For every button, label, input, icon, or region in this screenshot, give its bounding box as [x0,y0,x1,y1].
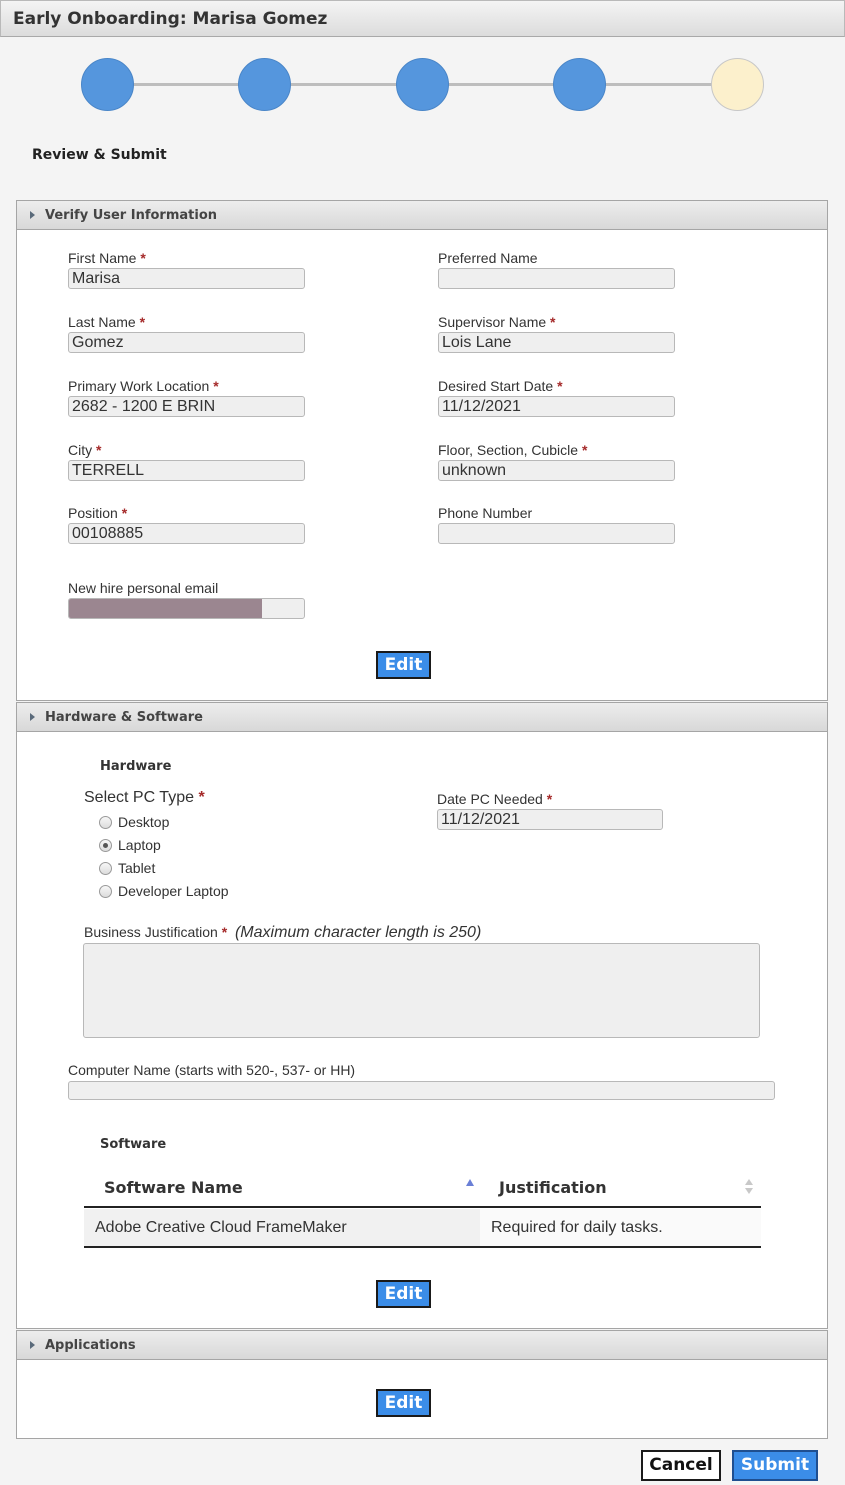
software-name-cell: Adobe Creative Cloud FrameMaker [95,1219,347,1236]
position-field[interactable]: 00108885 [68,523,305,544]
radio-button[interactable] [99,862,112,875]
radio-button-selected[interactable] [99,839,112,852]
preferred-name-label: Preferred Name [438,250,538,266]
work-location-field[interactable]: 2682 - 1200 E BRIN [68,396,305,417]
city-label: City * [68,442,102,458]
edit-user-info-button[interactable]: Edit [376,651,431,679]
last-name-field[interactable]: Gomez [68,332,305,353]
date-pc-needed-label: Date PC Needed * [437,791,553,807]
computer-name-field[interactable] [68,1081,775,1100]
justification-cell: Required for daily tasks. [491,1219,663,1236]
phone-number-label: Phone Number [438,505,533,521]
phone-number-field[interactable] [438,523,675,544]
pc-type-label: Select PC Type * [84,789,205,806]
redaction-block [69,599,262,618]
step-4[interactable] [553,58,606,111]
applications-panel [16,1330,828,1439]
preferred-name-field[interactable] [438,268,675,289]
supervisor-name-field[interactable]: Lois Lane [438,332,675,353]
user-info-header[interactable] [17,201,827,230]
step-2[interactable] [238,58,291,111]
submit-button[interactable]: Submit [732,1450,818,1481]
step-3[interactable] [396,58,449,111]
floor-section-cubicle-label: Floor, Section, Cubicle * [438,442,588,458]
window-title: Early Onboarding: Marisa Gomez [13,9,328,29]
cancel-button[interactable]: Cancel [641,1450,721,1481]
step-5-current[interactable] [711,58,764,111]
first-name-label: First Name * [68,250,146,266]
software-subheading: Software [100,1137,167,1152]
date-pc-needed-field[interactable]: 11/12/2021 [437,809,663,830]
table-row[interactable] [84,1209,761,1248]
column-justification[interactable]: Justification [499,1178,607,1197]
page-title: Review & Submit [32,147,167,163]
collapse-triangle-icon[interactable] [30,211,35,219]
applications-header[interactable] [17,1331,827,1360]
title-bar [0,0,845,37]
step-1[interactable] [81,58,134,111]
floor-section-cubicle-field[interactable]: unknown [438,460,675,481]
position-label: Position * [68,505,128,521]
first-name-field[interactable]: Marisa [68,268,305,289]
last-name-label: Last Name * [68,314,146,330]
computer-name-label: Computer Name (starts with 520-, 537- or HH) [68,1062,356,1078]
start-date-label: Desired Start Date * [438,378,563,394]
sort-up-icon[interactable] [745,1179,753,1185]
sort-ascending-icon[interactable] [466,1179,474,1186]
collapse-triangle-icon[interactable] [30,1341,35,1349]
personal-email-field[interactable] [68,598,305,619]
hardware-software-header[interactable] [17,703,827,732]
sort-down-icon[interactable] [745,1188,753,1194]
hardware-software-title: Hardware & Software [45,710,203,725]
applications-title: Applications [45,1338,136,1353]
city-field[interactable]: TERRELL [68,460,305,481]
start-date-field[interactable]: 11/12/2021 [438,396,675,417]
column-software-name[interactable]: Software Name [104,1178,243,1197]
supervisor-name-label: Supervisor Name * [438,314,556,330]
business-justification-textarea[interactable] [83,943,760,1038]
personal-email-label: New hire personal email [68,580,219,596]
user-info-title: Verify User Information [45,208,218,223]
radio-button[interactable] [99,816,112,829]
business-justification-label: Business Justification * (Maximum character length is 250) [84,924,482,941]
edit-hardware-software-button[interactable]: Edit [376,1280,431,1308]
edit-applications-button[interactable]: Edit [376,1389,431,1417]
collapse-triangle-icon[interactable] [30,713,35,721]
radio-button[interactable] [99,885,112,898]
hardware-subheading: Hardware [100,759,172,774]
work-location-label: Primary Work Location * [68,378,219,394]
